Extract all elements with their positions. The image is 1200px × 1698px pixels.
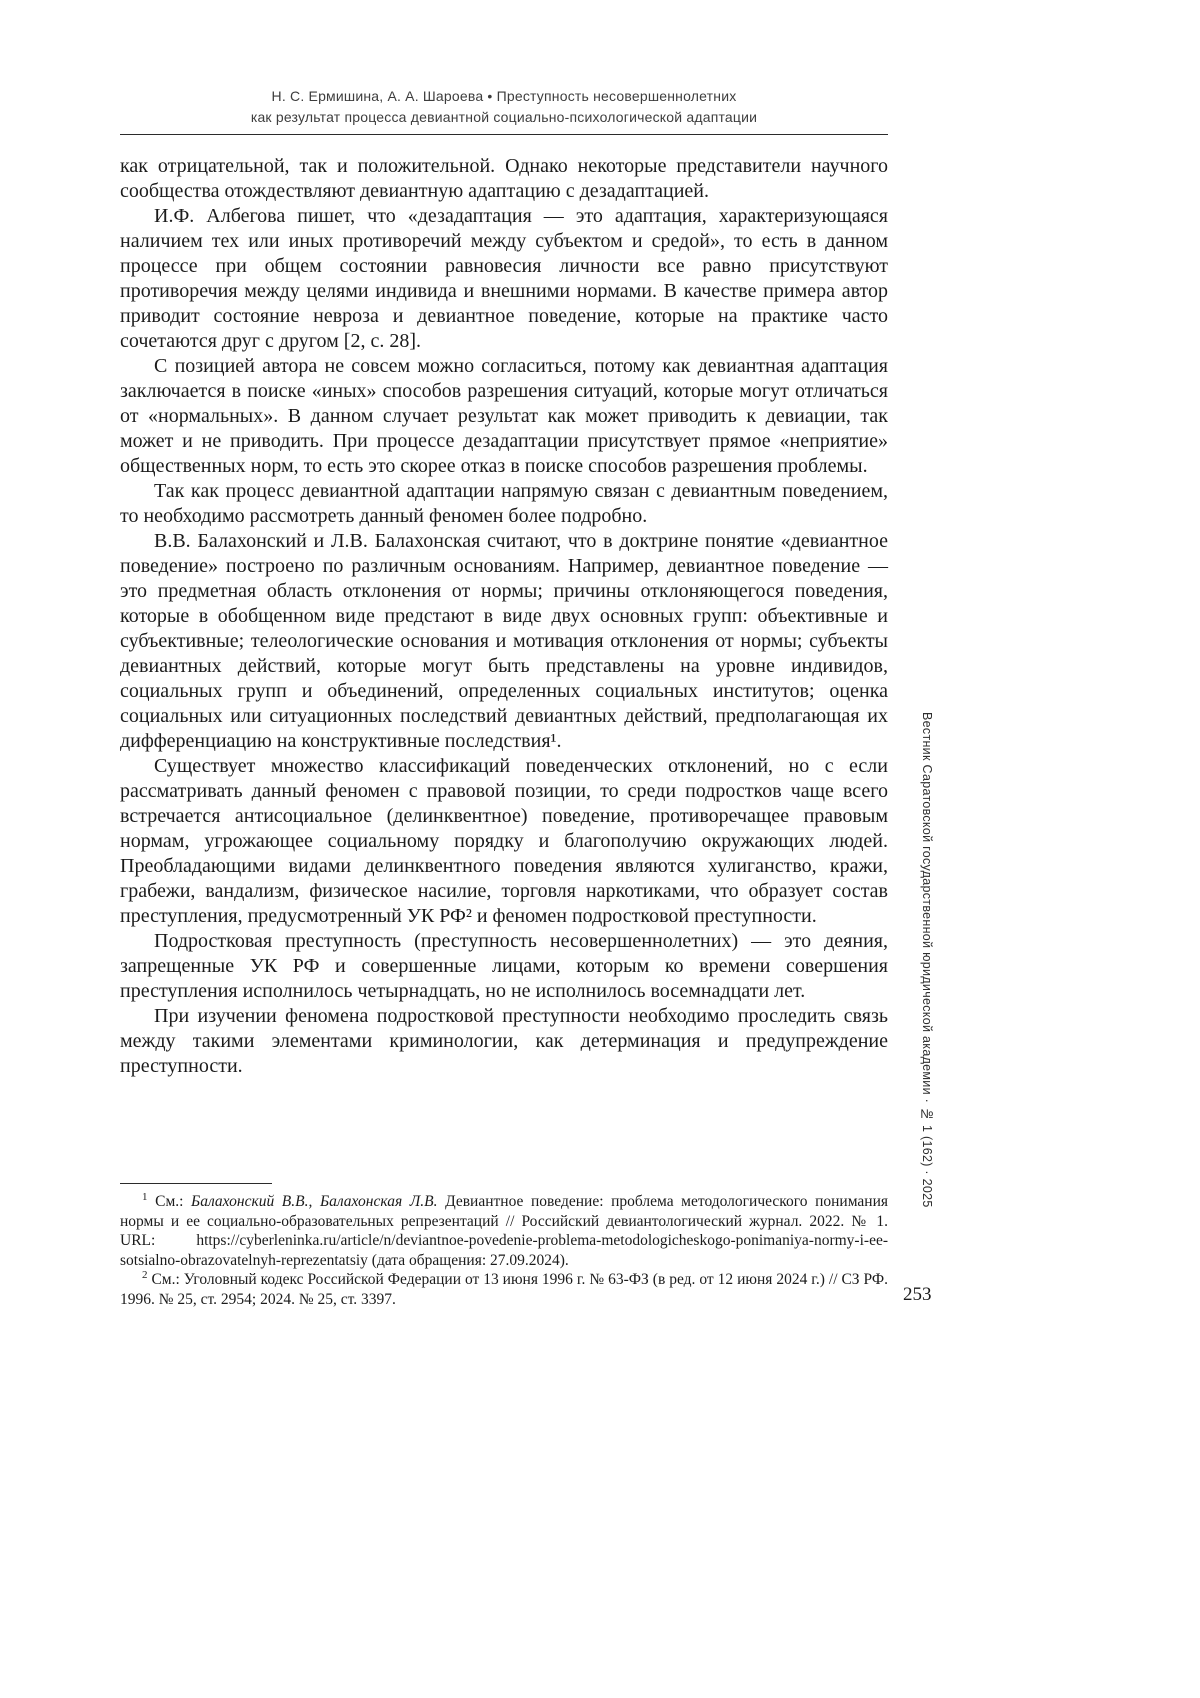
running-head-line2: как результат процесса девиантной социально-психологической адаптации bbox=[250, 109, 758, 125]
footnote-separator-rule bbox=[120, 1183, 272, 1184]
footnote-2-see: См.: bbox=[151, 1271, 184, 1288]
paragraph-7: Подростковая преступность (преступность несовершеннолетних) — это деяния, запрещенные УК РФ и совершенные лицами, которым ко времени совершения преступления исполнилось четырнадцать, но не исполнилось восемнадцати лет. bbox=[120, 930, 888, 1002]
footnote-2-text: Уголовный кодекс Российской Федерации от 13 июня 1996 г. № 63-ФЗ (в ред. от 12 июня 2024 г.) // СЗ РФ. 1996. № 25, ст. 2954; 2024. № 25, ст. 3397. bbox=[120, 1271, 888, 1308]
footnote-2-marker: 2 bbox=[142, 1268, 148, 1281]
footnote-2 bbox=[120, 1270, 888, 1309]
running-head bbox=[120, 86, 888, 128]
journal-sidebar-text: Вестник Саратовской государственной юридической академии · № 1 (162) · 2025 bbox=[920, 712, 934, 1208]
paragraph-2: И.Ф. Албегова пишет, что «дезадаптация — это адаптация, характеризующаяся наличием тех или иных противоречий между субъектом и средой», то есть в данном процессе при общем состоянии равновесия личности все равно присутствуют противоречия между целями индивида и внешними нормами. В качестве примера автор приводит состояние невроза и девиантное поведение, которые на практике часто сочетаются друг с другом [2, с. 28]. bbox=[120, 205, 888, 352]
paragraph-6: Существует множество классификаций поведенческих отклонений, но с если рассматривать данный феномен с правовой позиции, то среди подростков чаще всего встречается антисоциальное (делинквентное) поведение, противоречащее правовым нормам, угрожающее социальному порядку и благополучию окружающих людей. Преобладающими видами делинквентного поведения являются хулиганство, кражи, грабежи, вандализм, физическое насилие, торговля наркотиками, что образует состав преступления, предусмотренный УК РФ² и феномен подростковой преступности. bbox=[120, 755, 888, 927]
footnotes-section bbox=[120, 1192, 888, 1309]
footnote-1-see: См.: bbox=[155, 1193, 192, 1210]
page-number: 253 bbox=[903, 1284, 932, 1305]
article-body bbox=[120, 154, 888, 1079]
footnote-1 bbox=[120, 1192, 888, 1270]
paragraph-1: как отрицательной, так и положительной. Однако некоторые представители научного сообщества отождествляют девиантную адаптацию с дезадаптацией. bbox=[120, 155, 888, 202]
paragraph-5: В.В. Балахонский и Л.В. Балахонская считают, что в доктрине понятие «девиантное поведение» построено по различным основаниям. Например, девиантное поведение — это предметная область отклонения от нормы; причины отклоняющегося поведения, которые в обобщенном виде предстают в виде двух основных групп: объективные и субъективные; телеологические основания и мотивация отклонения от нормы; субъекты девиантных действий, которые могут быть представлены на уровне индивидов, социальных групп и объединений, определенных социальных институтов; оценка социальных или ситуационных последствий девиантных действий, предполагающая их дифференциацию на конструктивные последствия¹. bbox=[120, 530, 888, 752]
footnote-1-marker: 1 bbox=[142, 1190, 148, 1203]
header-rule bbox=[120, 134, 888, 135]
paragraph-8: При изучении феномена подростковой преступности необходимо проследить связь между такими элементами криминологии, как детерминация и предупреждение преступности. bbox=[120, 1005, 888, 1077]
running-head-line1: Н. С. Ермишина, А. А. Шароева • Преступность несовершеннолетних bbox=[271, 88, 737, 104]
paragraph-3: С позицией автора не совсем можно согласиться, потому как девиантная адаптация заключается в поиске «иных» способов разрешения ситуаций, которые могут отличаться от «нормальных». В данном случает результат как может приводить к девиации, так может и не приводить. При процессе дезадаптации присутствует прямое «неприятие» общественных норм, то есть это скорее отказ в поиске способов разрешения проблемы. bbox=[120, 355, 888, 477]
paragraph-4: Так как процесс девиантной адаптации напрямую связан с девиантным поведением, то необходимо рассмотреть данный феномен более подробно. bbox=[120, 480, 888, 527]
journal-sidebar-title bbox=[920, 712, 934, 1208]
footnote-1-authors: Балахонский В.В., Балахонская Л.В. bbox=[191, 1193, 438, 1210]
footnote-1-text: Девиантное поведение: проблема методологического понимания нормы и ее социально-образовательных репрезентаций // Российский девиантологический журнал. 2022. № 1. URL: https://cyberleninka.ru/article/n/deviantnoe-povedenie-problema-metodologicheskogo-ponimaniya-normy-i-ee-sotsialno-obrazovatelnyh-reprezentatsiy (дата обращения: 27.09.2024). bbox=[120, 1193, 889, 1269]
